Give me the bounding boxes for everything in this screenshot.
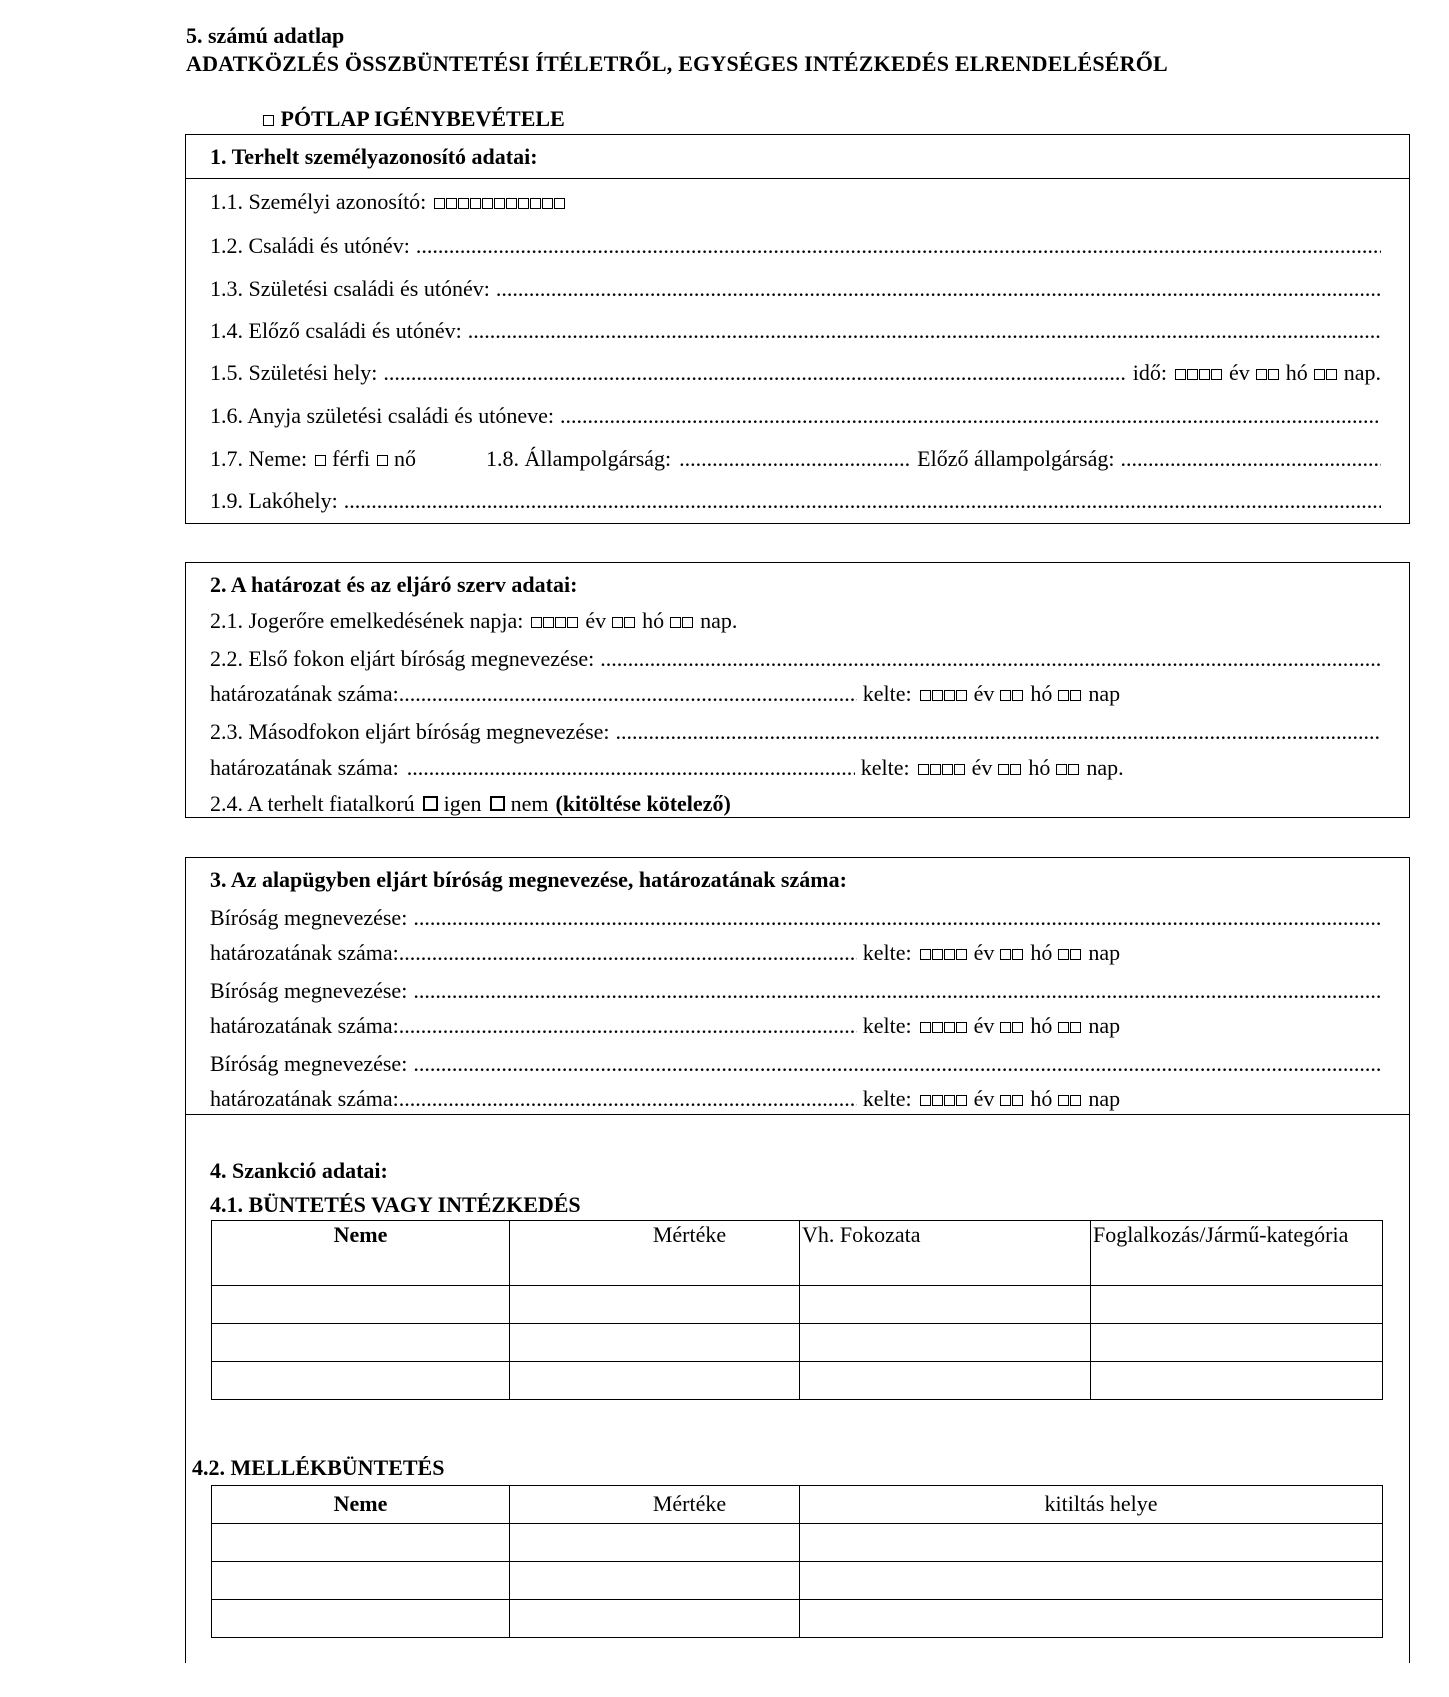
citizenship-input[interactable] <box>679 446 911 472</box>
potlap-label: PÓTLAP IGÉNYBEVÉTELE <box>280 106 565 131</box>
section-2-title: 2. A határozat és az eljáró szerv adatai: <box>210 572 578 597</box>
section-1-title: 1. Terhelt személyazonosító adatai: <box>210 144 538 169</box>
section-3-title: 3. Az alapügyben eljárt bíróság megnevezése, határozatának száma: <box>210 867 847 892</box>
accessory-penalty-table <box>211 1485 1383 1638</box>
field-residence[interactable]: 1.9. Lakóhely: ..... <box>210 487 1381 515</box>
juvenile-no-checkbox[interactable] <box>490 796 505 811</box>
section-2-decision-data <box>185 562 1410 818</box>
sex-female-checkbox[interactable] <box>377 455 388 466</box>
table-row <box>212 1562 1383 1600</box>
section-3-base-case-court <box>185 857 1410 1663</box>
col-kitiltas-helye: kitiltás helye <box>800 1486 1383 1524</box>
sanction-table <box>211 1220 1383 1400</box>
col-mertek-2: Mértéke <box>510 1486 800 1524</box>
field-juvenile[interactable]: 2.4. A terhelt fiatalkorú igen nem (kitöltése kötelező) <box>210 791 731 816</box>
field-previous-name[interactable]: 1.4. Előző családi és utónév: ..... <box>210 317 1381 345</box>
form-header <box>186 22 1168 78</box>
table-row <box>212 1286 1383 1324</box>
personal-id-boxes[interactable] <box>434 189 566 215</box>
section-4-2-title-row <box>192 1455 1381 1483</box>
field-court-name-2[interactable]: Bíróság megnevezése: ..... <box>210 977 1381 1005</box>
col-foglalkozas: Foglalkozás/Jármű-kategória <box>1091 1221 1383 1286</box>
field-second-instance-decision[interactable]: határozatának száma: ..... kelte: év hó nap. <box>210 755 1381 783</box>
section-4-2-title: 4.2. MELLÉKBÜNTETÉS <box>192 1455 445 1480</box>
field-mother-name[interactable]: 1.6. Anyja születési családi és utóneve: ..... <box>210 402 1381 430</box>
section-4-1-title: 4.1. BÜNTETÉS VAGY INTÉZKEDÉS <box>210 1192 581 1217</box>
field-birth-place-date[interactable]: 1.5. Születési hely: ..... idő: év hó nap. <box>210 359 1381 387</box>
field-personal-id[interactable]: 1.1. Személyi azonosító: <box>210 189 1381 217</box>
form-number: 5. számú adatlap <box>186 23 345 48</box>
field-court-decision-3[interactable]: határozatának száma: ..... kelte: év hó nap <box>210 1086 1381 1114</box>
table-row <box>212 1362 1383 1400</box>
section-1-personal-data <box>185 134 1410 524</box>
accessory-table-header <box>212 1486 1383 1524</box>
section-4-title: 4. Szankció adatai: <box>210 1158 388 1183</box>
section-divider <box>186 1114 1409 1115</box>
potlap-checkbox[interactable] <box>263 115 274 126</box>
field-court-decision-2[interactable]: határozatának száma: ..... kelte: év hó nap <box>210 1013 1381 1041</box>
sanction-table-header <box>212 1221 1383 1286</box>
col-neme: Neme <box>212 1221 510 1286</box>
section-4-title-row <box>210 1158 1381 1186</box>
juvenile-yes-checkbox[interactable] <box>423 796 438 811</box>
table-row <box>212 1324 1383 1362</box>
col-vh-fokozat: Vh. Fokozata <box>800 1221 1091 1286</box>
table-row <box>212 1600 1383 1638</box>
field-first-instance-court[interactable]: 2.2. Első fokon eljárt bíróság megnevezése: ..... <box>210 645 1381 673</box>
section-1-header <box>186 135 1409 179</box>
col-neme-2: Neme <box>212 1486 510 1524</box>
field-birth-name[interactable]: 1.3. Születési családi és utónév: ..... <box>210 275 1381 303</box>
field-family-given-name[interactable]: 1.2. Családi és utónév: ..... <box>210 232 1381 260</box>
section-2-title-row <box>210 572 1381 600</box>
col-mertek: Mértéke <box>510 1221 800 1286</box>
section-3-title-row <box>210 867 1381 895</box>
section-4-1-title-row <box>210 1192 1381 1220</box>
field-final-date[interactable]: 2.1. Jogerőre emelkedésének napja: év hó nap. <box>210 608 738 633</box>
previous-citizenship-input[interactable] <box>1120 445 1381 473</box>
field-court-name-3[interactable]: Bíróság megnevezése: ..... <box>210 1050 1381 1078</box>
field-second-instance-court[interactable]: 2.3. Másodfokon eljárt bíróság megnevezése: ..... <box>210 718 1381 746</box>
field-first-instance-decision[interactable]: határozatának száma: ..... kelte: év hó nap <box>210 681 1381 709</box>
field-court-name-1[interactable]: Bíróság megnevezése: ..... <box>210 904 1381 932</box>
field-sex-citizenship[interactable]: 1.7. Neme: férfi nő 1.8. Állampolgárság: ..... Előző állampolgárság: ..... <box>210 445 1381 473</box>
table-row <box>212 1524 1383 1562</box>
field-court-decision-1[interactable]: határozatának száma: ..... kelte: év hó nap <box>210 940 1381 968</box>
potlap-option[interactable] <box>263 106 565 132</box>
form-title: ADATKÖZLÉS ÖSSZBÜNTETÉSI ÍTÉLETRŐL, EGYSÉGES INTÉZKEDÉS ELRENDELÉSÉRŐL <box>186 51 1168 76</box>
sex-male-checkbox[interactable] <box>315 455 326 466</box>
